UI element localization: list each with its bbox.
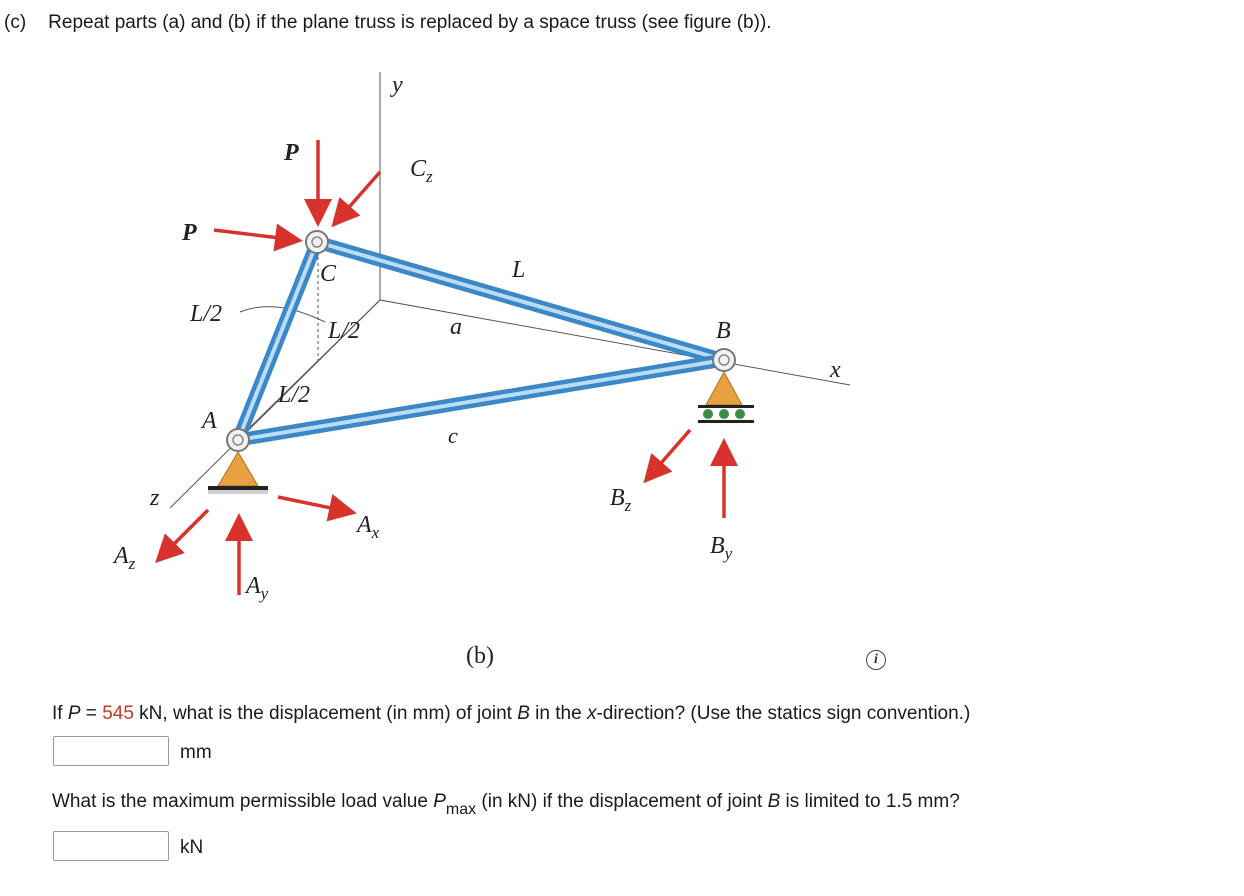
figure-caption: (b) xyxy=(466,643,494,669)
label-y: y xyxy=(392,72,403,98)
joint-A xyxy=(227,429,249,451)
arrow-Ax xyxy=(278,497,350,512)
space-truss-figure xyxy=(0,60,960,669)
arrow-Cz xyxy=(336,172,380,222)
arrow-P-horizontal xyxy=(214,230,296,240)
label-A: A xyxy=(202,408,217,434)
label-Cz: $C_z$ xyxy=(410,156,433,186)
label-c: c xyxy=(448,423,458,448)
part-c-prompt xyxy=(4,12,772,34)
label-L2-mid: L/2 xyxy=(328,318,361,344)
mm-unit-label: mm xyxy=(180,742,212,763)
kn-unit-label: kN xyxy=(180,837,204,858)
part-text: Repeat parts (a) and (b) if the plane truss is replaced by a space truss (see figure (b)). xyxy=(48,12,772,33)
label-By: $B_y$ xyxy=(710,533,733,563)
support-A xyxy=(208,452,268,494)
label-z: z xyxy=(150,485,160,511)
coordinate-axes xyxy=(170,72,850,508)
label-x: x xyxy=(830,357,841,383)
arrow-Az xyxy=(160,510,208,558)
displacement-answer-input[interactable] xyxy=(53,736,169,766)
question-1-text: If P = 545 kN, what is the displacement (in mm) of joint B in the x-direction? (Use the statics sign convention.) xyxy=(52,703,971,724)
label-Az: $A_z$ xyxy=(114,543,136,573)
label-L2-left: L/2 xyxy=(190,301,223,327)
p-value: 545 xyxy=(102,703,134,724)
info-icon[interactable]: i xyxy=(866,650,886,670)
label-L: L xyxy=(512,257,526,283)
label-B: B xyxy=(716,318,731,344)
question-2-text: What is the maximum permissible load value $P_{max}$ (in kN) if the displacement of joint B is limited to 1.5 mm? xyxy=(52,791,960,818)
figure-labels xyxy=(112,72,841,669)
label-Bz: $B_z$ xyxy=(610,485,632,515)
pmax-answer-input[interactable] xyxy=(53,831,169,861)
label-a: a xyxy=(450,314,462,340)
joint-B xyxy=(713,349,735,371)
arrow-Bz xyxy=(648,430,690,478)
label-C: C xyxy=(320,261,337,287)
label-Ay: $A_y$ xyxy=(246,573,269,603)
label-Ax: $A_x$ xyxy=(357,512,380,542)
part-label: (c) xyxy=(4,12,27,33)
label-P-left: P xyxy=(182,220,197,246)
label-P-top: P xyxy=(284,140,299,166)
joint-C xyxy=(306,231,328,253)
truss-members xyxy=(238,242,724,440)
label-L2-lower: L/2 xyxy=(278,382,311,408)
support-B-roller xyxy=(698,372,754,423)
